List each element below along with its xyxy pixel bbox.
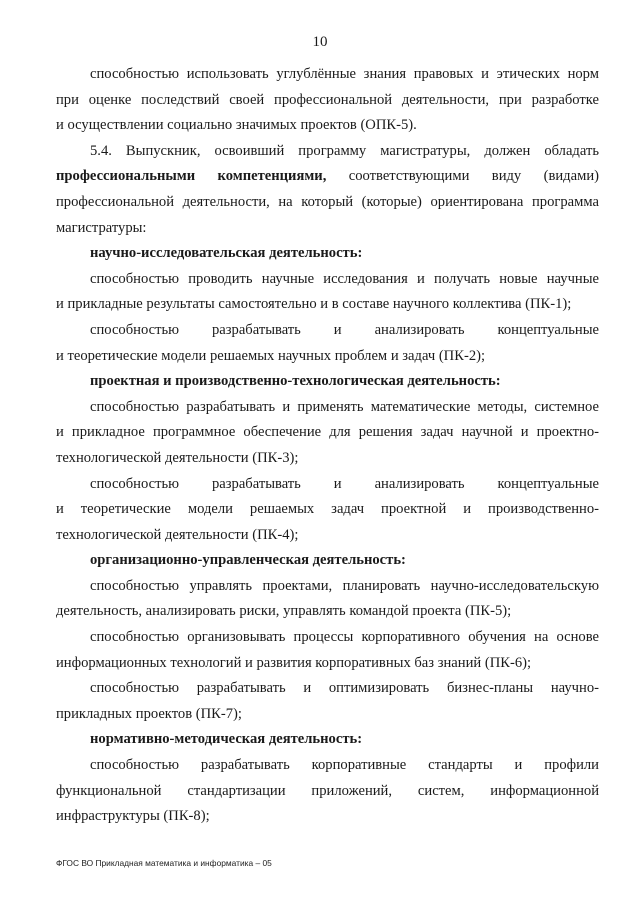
text-line	[56, 625, 599, 651]
text-line	[56, 369, 599, 395]
text-line	[56, 190, 599, 216]
text-line	[56, 804, 599, 830]
text-fragment: способностью управлять проектами, планировать научно-исследовательскую	[90, 577, 599, 594]
text-line	[56, 62, 599, 88]
text-line	[56, 599, 599, 625]
text-fragment: информационных технологий и развития корпоративных баз знаний (ПК-6);	[56, 654, 532, 671]
text-line	[56, 267, 599, 293]
text-fragment: деятельность, анализировать риски, управлять командой проекта (ПК-5);	[56, 603, 512, 620]
section-heading: проектная и производственно-технологическая деятельность:	[90, 373, 501, 390]
document-body	[56, 62, 599, 830]
text-line	[56, 497, 599, 523]
text-fragment: инфраструктуры (ПК-8);	[56, 808, 210, 825]
text-fragment: способностью разрабатывать корпоративные стандарты и профили	[90, 757, 599, 774]
text-line	[56, 779, 599, 805]
text-line	[56, 216, 599, 242]
text-fragment: и теоретические модели решаемых научных проблем и задач (ПК-2);	[56, 347, 486, 364]
page-number: 10	[312, 34, 328, 50]
text-fragment: способностью организовывать процессы корпоративного обучения на основе	[90, 629, 599, 646]
text-line	[56, 420, 599, 446]
text-fragment: при оценке последствий своей профессиональной деятельности, при разработке	[56, 91, 599, 108]
text-fragment: способностью проводить научные исследования и получать новые научные	[90, 270, 599, 287]
page-footer: ФГОС ВО Прикладная математика и информатика – 05	[56, 858, 272, 868]
section-heading: научно-исследовательская деятельность:	[90, 245, 363, 262]
text-fragment: профессиональной деятельности, на который (которые) ориентирована программа	[56, 193, 599, 210]
text-line	[56, 574, 599, 600]
text-fragment: и прикладные результаты самостоятельно и в составе научного коллектива (ПК-1);	[56, 296, 572, 313]
text-fragment: прикладных проектов (ПК-7);	[56, 705, 242, 722]
text-line	[56, 88, 599, 114]
text-line	[56, 753, 599, 779]
text-line	[56, 395, 599, 421]
text-line	[56, 651, 599, 677]
section-heading: нормативно-методическая деятельность:	[90, 731, 363, 748]
text-fragment: и теоретические модели решаемых задач проектной и производственно-	[56, 501, 599, 518]
text-fragment: и осуществлении социально значимых проектов (ОПК-5).	[56, 117, 417, 134]
text-line	[56, 523, 599, 549]
text-line	[56, 472, 599, 498]
bold-term: профессиональными компетенциями,	[56, 168, 327, 185]
text-line	[56, 548, 599, 574]
text-fragment: способностью разрабатывать и применять математические методы, системное	[90, 398, 599, 415]
text-line	[56, 446, 599, 472]
text-fragment: функциональной стандартизации приложений, систем, информационной	[56, 782, 599, 799]
text-fragment: магистратуры:	[56, 219, 147, 236]
text-line	[56, 113, 599, 139]
text-line	[56, 292, 599, 318]
text-line	[56, 241, 599, 267]
text-fragment: способностью использовать углублённые знания правовых и этических норм	[90, 66, 599, 82]
text-line	[56, 318, 599, 344]
text-fragment: и прикладное программное обеспечение для решения задач научной и проектно-	[56, 424, 599, 441]
text-line	[56, 344, 599, 370]
text-fragment: соответствующими виду (видами)	[326, 168, 599, 185]
text-fragment: технологической деятельности (ПК-3);	[56, 449, 299, 466]
text-line	[56, 702, 599, 728]
text-fragment: способностью разрабатывать и анализировать концептуальные	[90, 475, 599, 492]
section-heading: организационно-управленческая деятельность:	[90, 552, 406, 569]
text-fragment: технологической деятельности (ПК-4);	[56, 526, 299, 543]
text-fragment: способностью разрабатывать и оптимизировать бизнес-планы научно-	[90, 680, 599, 697]
text-line	[56, 139, 599, 165]
text-line	[56, 727, 599, 753]
text-fragment: способностью разрабатывать и анализировать концептуальные	[90, 321, 599, 338]
text-line	[56, 676, 599, 702]
text-fragment: 5.4. Выпускник, освоивший программу магистратуры, должен обладать	[90, 142, 599, 159]
text-line	[56, 164, 599, 190]
